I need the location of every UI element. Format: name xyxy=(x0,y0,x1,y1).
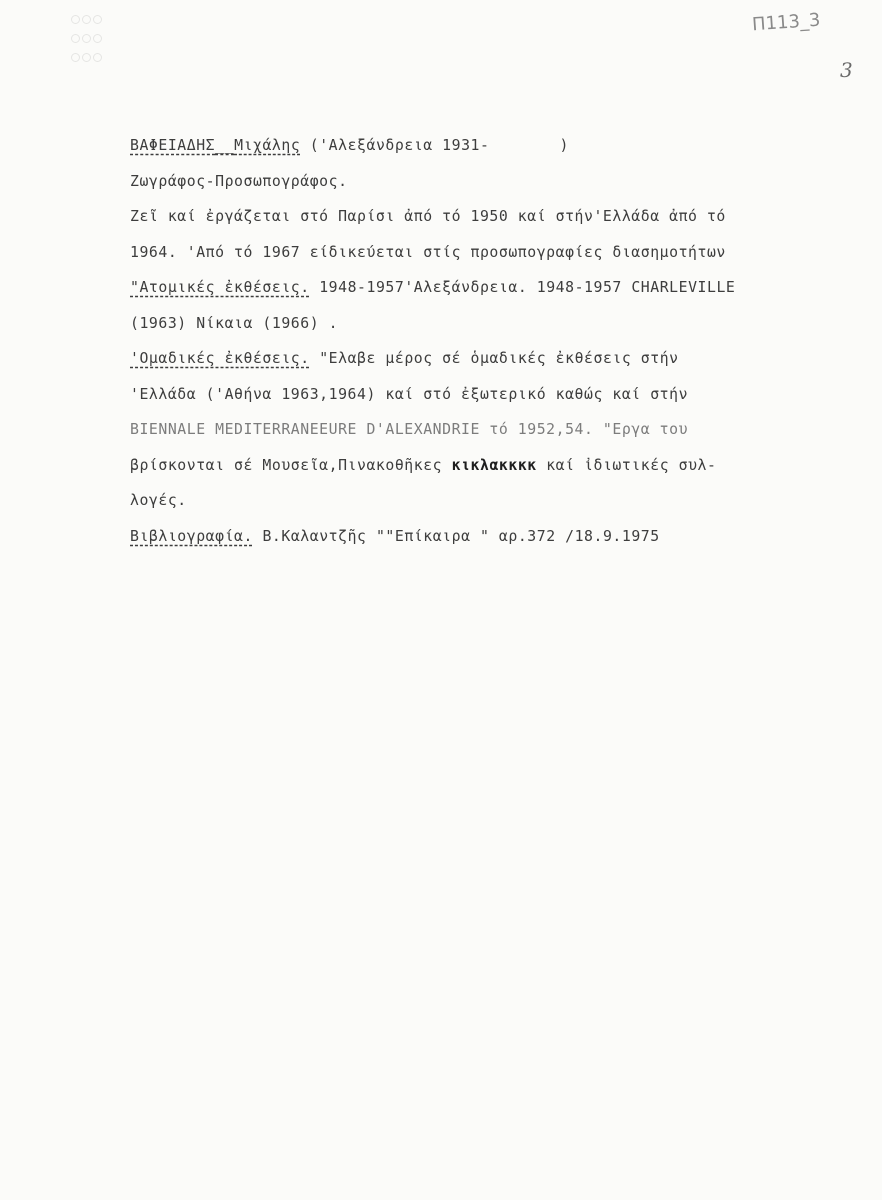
private-collections-text: καί ἰδιωτικές συλ- xyxy=(546,456,717,474)
group-exhibitions-label: 'Ομαδικές ἐκθέσεις. xyxy=(130,350,310,367)
archive-code: Π113_3 xyxy=(751,9,821,36)
profession-line: Ζωγράφος-Προσωπογράφος. xyxy=(130,172,348,190)
solo-exhibitions-text: 1948-1957'Αλεξάνδρεια. 1948-1957 CHARLEVILLE xyxy=(319,279,736,296)
museums-text: βρίσκονται σέ Μουσεῖα,Πινακοθῆκες xyxy=(130,456,443,474)
group-exhibitions-line-4 xyxy=(130,448,850,484)
group-exhibitions-line-3: BIENNALE MEDITERRANEEURE D'ALEXANDRIE τό 1952,54. "Εργα του xyxy=(130,421,689,438)
solo-exhibitions-line-2: (1963) Νίκαια (1966) . xyxy=(130,314,339,332)
name-line xyxy=(130,128,850,164)
name-separator: __ xyxy=(215,137,235,154)
struck-out-word: κικλακκκκ xyxy=(451,456,537,474)
page-number: 3 xyxy=(840,58,853,82)
biography-entry xyxy=(130,128,850,554)
first-name: Μιχάλης xyxy=(234,137,301,154)
solo-exhibitions-label: "Ατομικές ἐκθέσεις. xyxy=(130,279,310,296)
group-exhibitions-text: "Ελαβε μέρος σέ ὁμαδικές ἐκθέσεις στήν xyxy=(319,350,679,367)
lifespan-open: ('Αλεξάνδρεια 1931- xyxy=(309,137,490,154)
group-exhibitions-line xyxy=(130,341,850,377)
group-exhibitions-line-5: λογές. xyxy=(130,492,187,509)
bibliography-label: Βιβλιογραφία. xyxy=(130,527,253,545)
surname: ΒΑΦΕΙΑΔΗΣ xyxy=(130,137,216,154)
bibliography-text: Β.Καλαντζῆς ""Επίκαιρα " αρ.372 /18.9.1975 xyxy=(262,527,660,545)
solo-exhibitions-line xyxy=(130,270,850,306)
punch-hole-marks xyxy=(70,10,110,55)
bio-line-2: 1964. 'Από τό 1967 είδικεύεται στίς προσωπογραφίες διασημοτήτων xyxy=(130,243,726,261)
lifespan-close: ) xyxy=(559,137,569,154)
group-exhibitions-line-2: 'Ελλάδα ('Αθήνα 1963,1964) καί στό ἐξωτερικό καθώς καί στήν xyxy=(130,385,689,403)
bibliography-line xyxy=(130,519,850,555)
bio-line-1: Ζεῖ καί ἐργάζεται στό Παρίσι ἀπό τό 1950 καί στήν'Ελλάδα ἀπό τό xyxy=(130,208,726,225)
